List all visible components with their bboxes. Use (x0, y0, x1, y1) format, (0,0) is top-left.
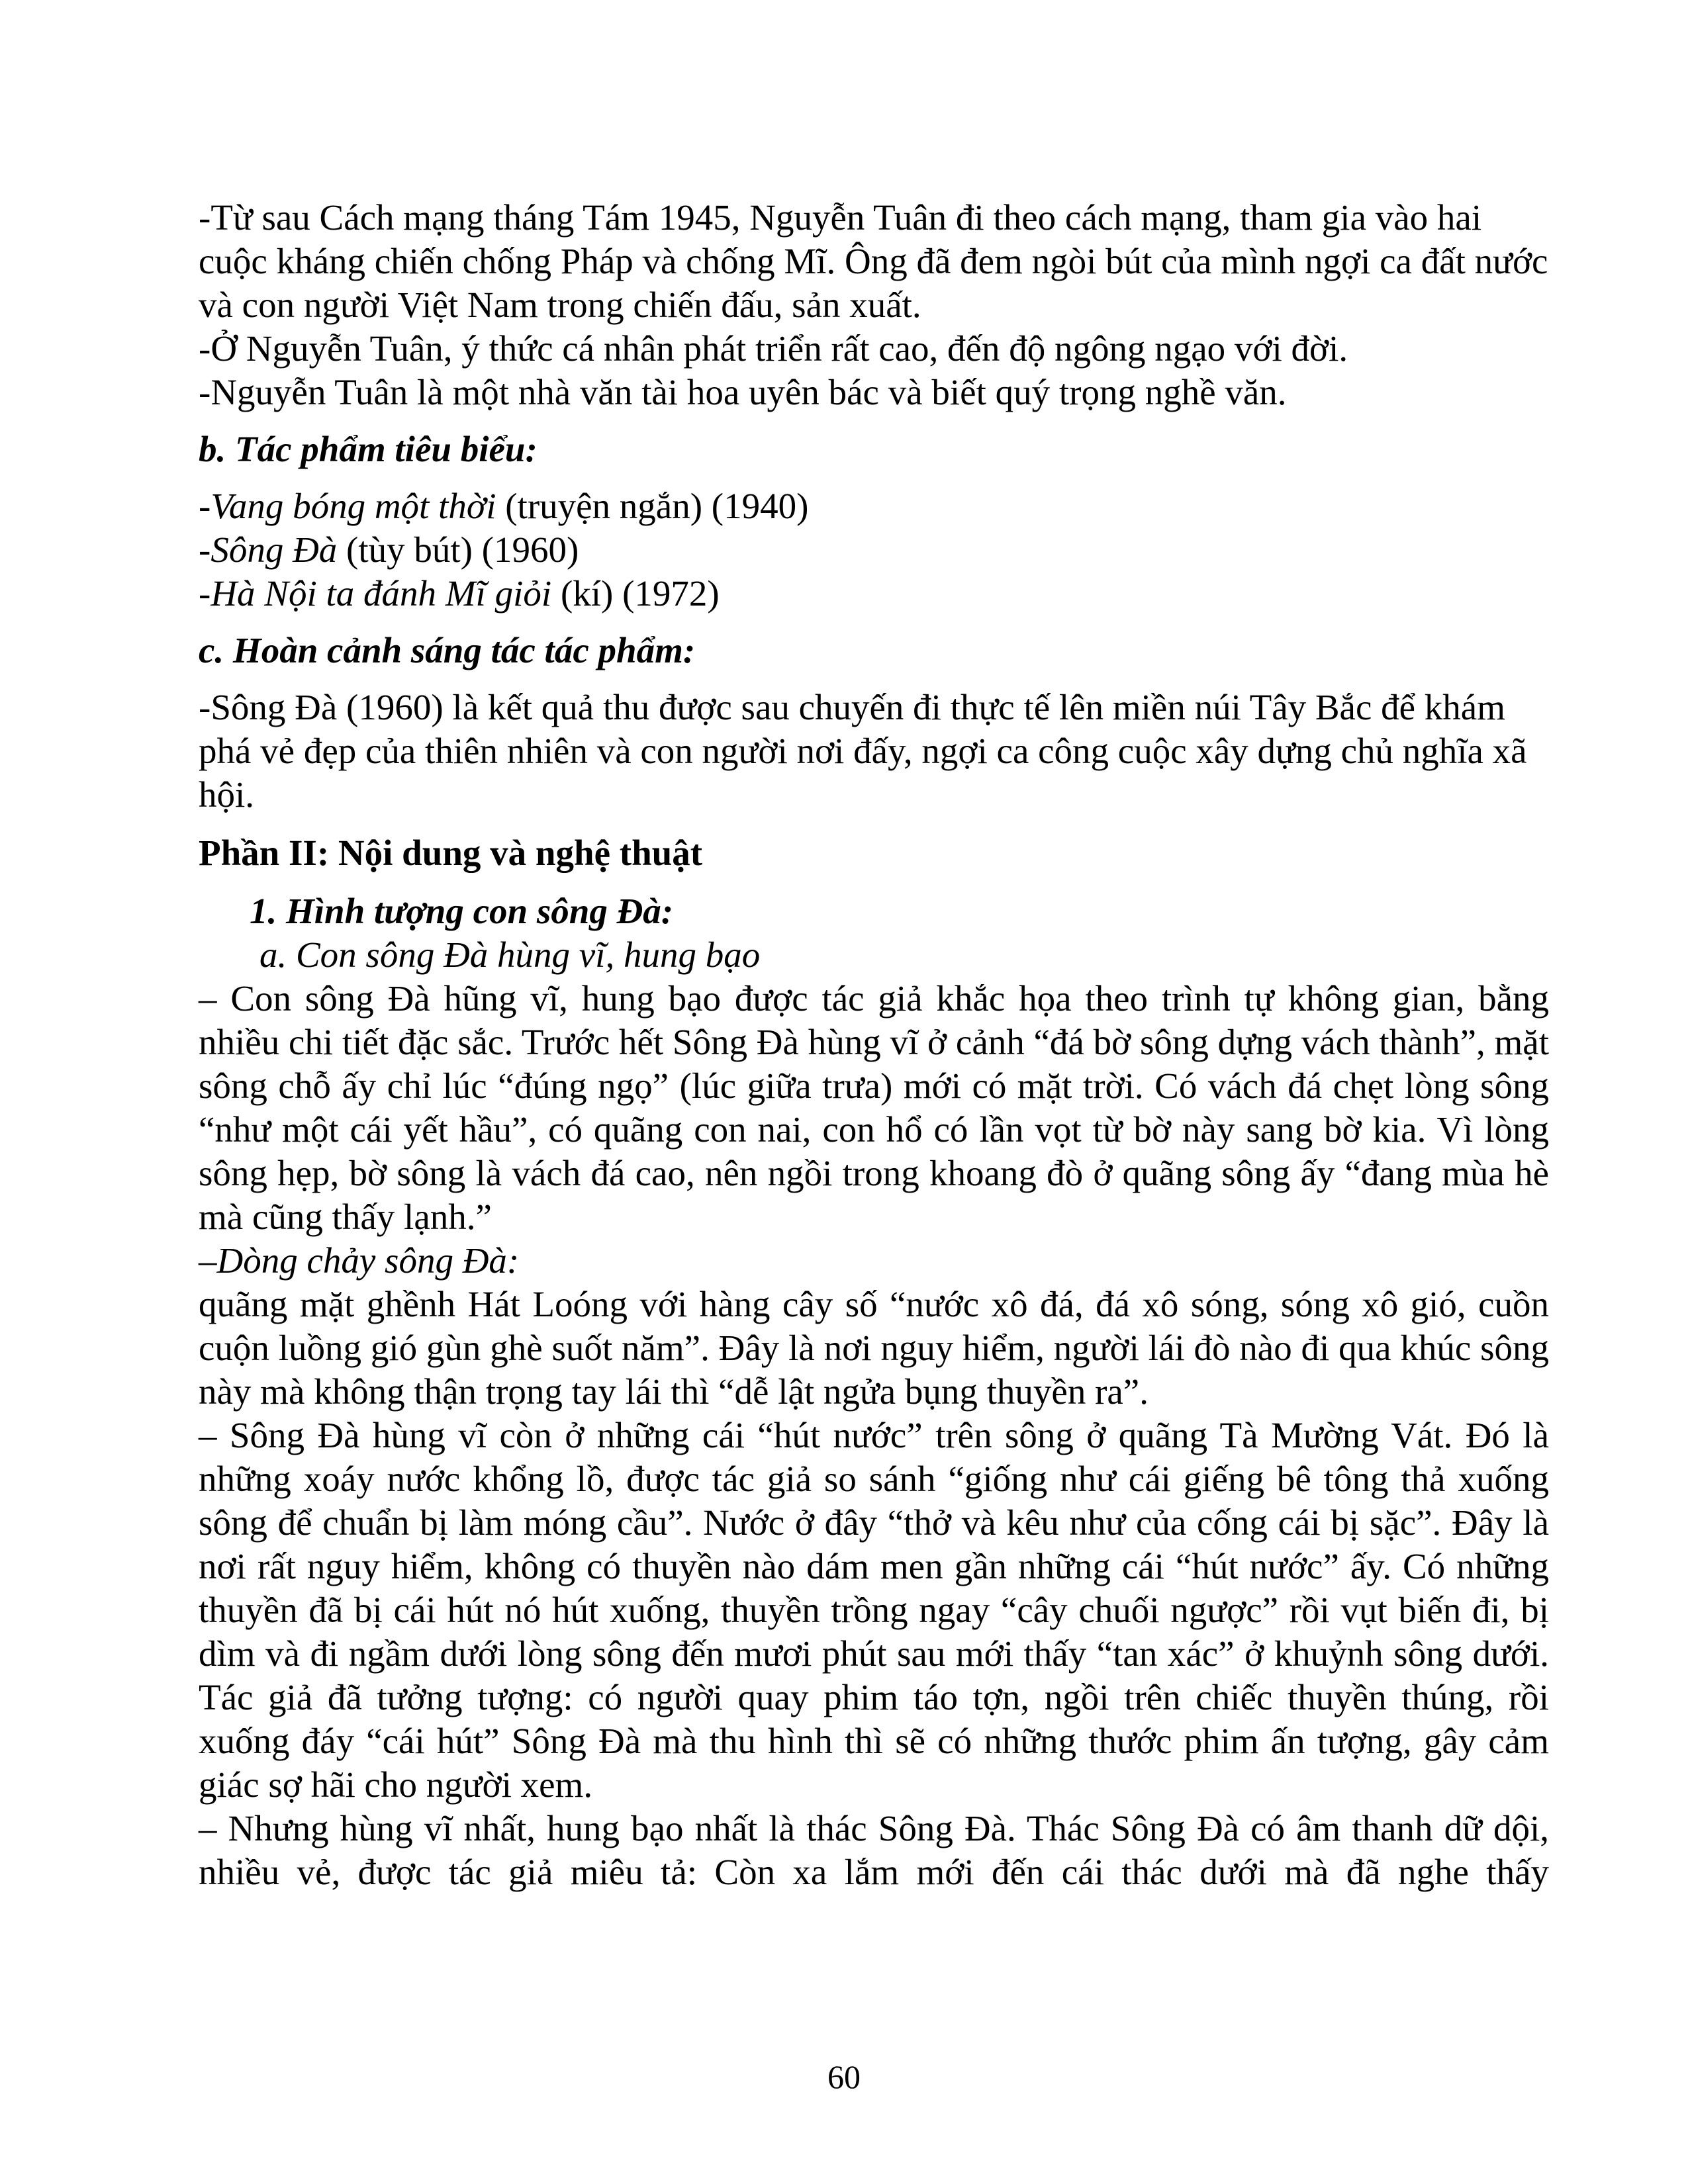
content-paragraph-4: – Nhưng hùng vĩ nhất, hung bạo nhất là thác Sông Đà. Thác Sông Đà có âm thanh dữ dội, nhiều vẻ, được tác giả miêu tả: Còn xa lắm mới đến cái thác dưới mà đã nghe thấy (199, 1808, 1549, 1892)
work-item (199, 528, 1549, 572)
subsection-a-heading: a. Con sông Đà hùng vĩ, hung bạo (259, 934, 761, 975)
works-heading: b. Tác phẩm tiêu biểu: (199, 429, 538, 469)
page-number: 60 (827, 2058, 861, 2095)
content-paragraph-3: – Sông Đà hùng vĩ còn ở những cái “hút nước” trên sông ở quãng Tà Mường Vát. Đó là những xoáy nước khổng lồ, được tác giả so sánh “giống như cái giếng bê tông thả xuống sông để chuẩn bị làm móng cầu”. Nước ở đây “thở và kêu như của cống cái bị sặc”. Đây là nơi rất nguy hiểm, không có thuyền nào dám men gần những cái “hút nước” ấy. Có những thuyền đã bị cái hút nó hút xuống, thuyền trồng ngay “cây chuối ngược” rồi vụt biến đi, bị dìm và đi ngầm dưới lòng sông đến mươi phút sau mới thấy “tan xác” ở khuỷnh sông dưới. Tác giả đã tưởng tượng: có người quay phim táo tợn, ngồi trên chiếc thuyền thúng, rồi xuống đáy “cái hút” Sông Đà mà thu hình thì sẽ có những thước phim ấn tượng, gây cảm giác sợ hãi cho người xem. (199, 1415, 1549, 1805)
bio-paragraph-3: -Nguyễn Tuân là một nhà văn tài hoa uyên bác và biết quý trọng nghề văn. (199, 372, 1287, 412)
work-info: (kí) (1972) (551, 573, 720, 614)
section-1-heading: 1. Hình tượng con sông Đà: (250, 891, 674, 931)
work-info: (truyện ngắn) (1940) (496, 486, 809, 526)
work-info: (tùy bút) (1960) (337, 529, 579, 570)
bio-paragraph-2: -Ở Nguyễn Tuân, ý thức cá nhân phát triển rất cao, đến độ ngông ngạo với đời. (199, 328, 1348, 369)
work-title: -Hà Nội ta đánh Mĩ giỏi (199, 573, 552, 614)
context-heading: c. Hoàn cảnh sáng tác tác phẩm: (199, 630, 696, 670)
content-paragraph-1: – Con sông Đà hũng vĩ, hung bạo được tác giả khắc họa theo trình tự không gian, bằng nhiều chi tiết đặc sắc. Trước hết Sông Đà hùng vĩ ở cảnh “đá bờ sông dựng vách thành”, mặt sông chỗ ấy chỉ lúc “đúng ngọ” (lúc giữa trưa) mới có mặt trời. Có vách đá chẹt lòng sông “như một cái yết hầu”, có quãng con nai, con hổ có lần vọt từ bờ này sang bờ kia. Vì lòng sông hẹp, bờ sông là vách đá cao, nên ngồi trong khoang đò ở quãng sông ấy “đang mùa hè mà cũng thấy lạnh.” (199, 978, 1549, 1237)
document-page (199, 196, 1549, 1894)
context-paragraph: -Sông Đà (1960) là kết quả thu được sau chuyến đi thực tế lên miền núi Tây Bắc để khám phá vẻ đẹp của thiên nhiên và con người nơi đấy, ngợi ca công cuộc xây dựng chủ nghĩa xã hội. (199, 687, 1527, 815)
work-title: -Vang bóng một thời (199, 486, 496, 526)
flow-label: –Dòng chảy sông Đà: (199, 1240, 520, 1281)
bio-paragraph-1: -Từ sau Cách mạng tháng Tám 1945, Nguyễn Tuân đi theo cách mạng, tham gia vào hai cuộc kháng chiến chống Pháp và chống Mĩ. Ông đã đem ngòi bút của mình ngợi ca đất nước và con người Việt Nam trong chiến đấu, sản xuất. (199, 197, 1548, 325)
work-item (199, 572, 1549, 615)
content-paragraph-2: quãng mặt ghềnh Hát Loóng với hàng cây số “nước xô đá, đá xô sóng, sóng xô gió, cuồn cuộn luồng gió gùn ghè suốt năm”. Đây là nơi nguy hiểm, người lái đò nào đi qua khúc sông này mà không thận trọng tay lái thì “dễ lật ngửa bụng thuyền ra”. (199, 1284, 1549, 1412)
work-item (199, 484, 1549, 528)
work-title: -Sông Đà (199, 529, 338, 570)
part2-heading: Phần II: Nội dung và nghệ thuật (199, 833, 703, 873)
